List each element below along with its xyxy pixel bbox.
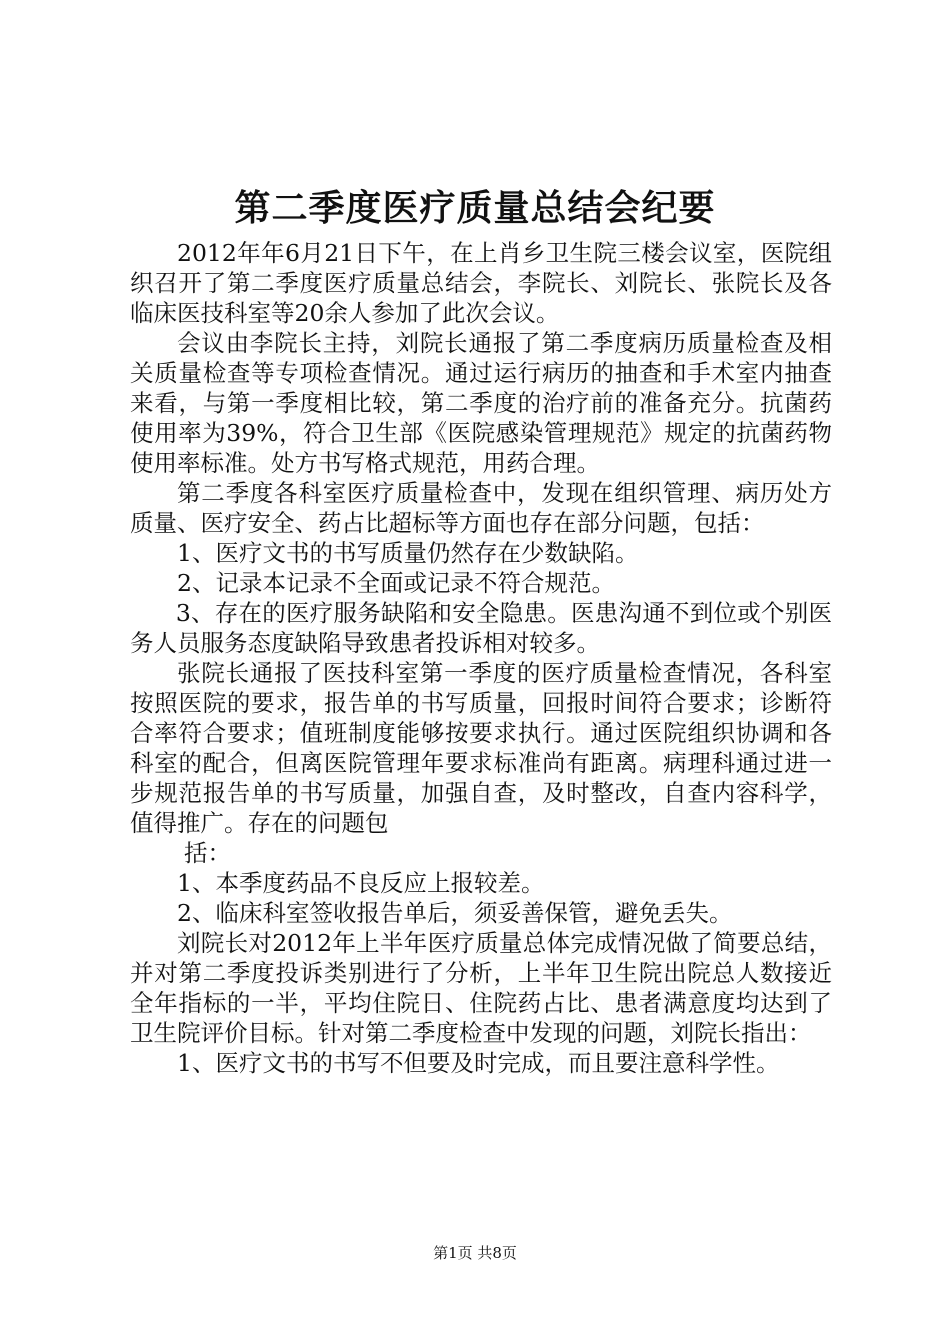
paragraph-liu-summary: 刘院长对2012年上半年医疗质量总体完成情况做了简要总结，并对第二季度投诉类别进行了分析，上半年卫生院出院总人数接近全年指标的一半，平均住院日、住院药占比、患者满意度均达到了卫生院评价目标。针对第二季度检查中发现的问题，刘院长指出： bbox=[130, 929, 832, 1047]
page-number-footer: 第1页 共8页 bbox=[433, 1244, 517, 1262]
list-item-issue-1: 1、本季度药品不良反应上报较差。 bbox=[177, 869, 545, 897]
paragraph-meeting-intro: 2012年年6月21日下午，在上肖乡卫生院三楼会议室，医院组织召开了第二季度医疗质量总结会，李院长、刘院长、张院长及各临床医技科室等20余人参加了此次会议。 bbox=[130, 239, 832, 327]
document-body bbox=[130, 238, 832, 1078]
paragraph-li-presides: 会议由李院长主持，刘院长通报了第二季度病历质量检查及相关质量检查等专项检查情况。通过运行病历的抽查和手术室内抽查来看，与第一季度相比较，第二季度的治疗前的准备充分。抗菌药使用率为39%，符合卫生部《医院感染管理规范》规定的抗菌药物使用率标准。处方书写格式规范，用药合理。 bbox=[130, 329, 832, 477]
paragraph-problems-found: 第二季度各科室医疗质量检查中，发现在组织管理、病历处方质量、医疗安全、药占比超标等方面也存在部分问题，包括： bbox=[130, 479, 832, 537]
list-item-problem-3: 3、存在的医疗服务缺陷和安全隐患。医患沟通不到位或个别医务人员服务态度缺陷导致患者投诉相对较多。 bbox=[130, 599, 832, 657]
document-title: 第二季度医疗质量总结会纪要 bbox=[234, 187, 716, 229]
paragraph-continuation: 括： bbox=[184, 839, 232, 867]
list-item-problem-1: 1、医疗文书的书写质量仍然存在少数缺陷。 bbox=[177, 539, 639, 567]
list-item-problem-2: 2、记录本记录不全面或记录不符合规范。 bbox=[177, 569, 615, 597]
list-item-issue-2: 2、临床科室签收报告单后，须妥善保管，避免丢失。 bbox=[177, 899, 733, 927]
list-item-directive-1: 1、医疗文书的书写不但要及时完成，而且要注意科学性。 bbox=[177, 1049, 780, 1077]
paragraph-zhang-report: 张院长通报了医技科室第一季度的医疗质量检查情况，各科室按照医院的要求，报告单的书写质量，回报时间符合要求；诊断符合率符合要求；值班制度能够按要求执行。通过医院组织协调和各科室的配合，但离医院管理年要求标准尚有距离。病理科通过进一步规范报告单的书写质量，加强自查，及时整改，自查内容科学，值得推广。存在的问题包 bbox=[130, 659, 832, 837]
